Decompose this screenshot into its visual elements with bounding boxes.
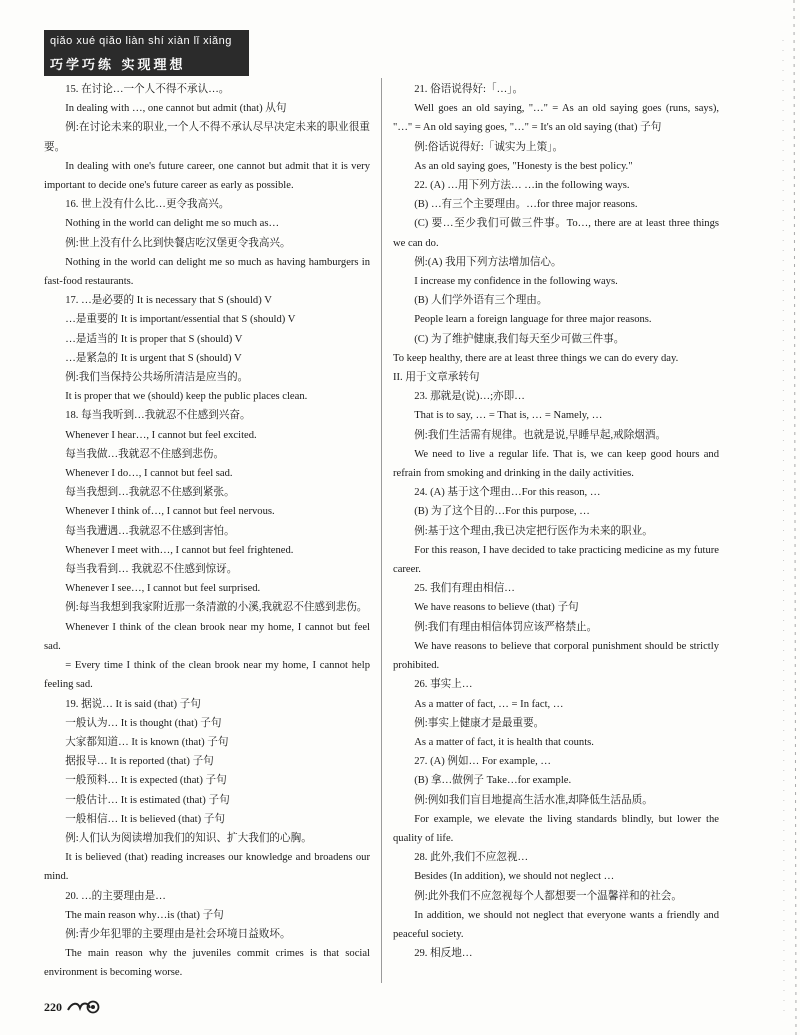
paragraph: Nothing in the world can delight me so much as having hamburgers in fast-food restaurants.: [44, 256, 370, 288]
paragraph: 例:我们有理由相信体罚应该严格禁止。: [414, 621, 598, 633]
paragraph: That is to say, … = That is, … = Namely, …: [414, 410, 603, 422]
paragraph: (B) …有三个主要理由。…for three major reasons.: [414, 199, 638, 211]
paragraph: (C) 为了维护健康,我们每天至少可做三件事。: [414, 333, 625, 345]
paragraph: 据报导… It is reported (that) 子句: [65, 756, 214, 768]
paragraph: 例:(A) 我用下列方法增加信心。: [414, 256, 562, 268]
paragraph: 例:事实上健康才是最重要。: [414, 717, 545, 729]
paragraph: We need to live a regular life. That is, we can keep good hours and refrain from smoking and drinking in the daily activities.: [393, 448, 719, 480]
paragraph: The main reason why the juveniles commit crimes is that social environment is becoming worse.: [44, 948, 370, 979]
paragraph: (C) 要…至少我们可做三件事。To…, there are at least three things we can do.: [393, 218, 719, 249]
paragraph: 每当我想到…我就忍不住感到紧张。: [65, 487, 235, 499]
paragraph: Whenever I meet with…, I cannot but feel frightened.: [65, 544, 294, 556]
publisher-logo-icon: [66, 996, 100, 1016]
scan-edge-marks: [734, 0, 800, 1035]
paragraph: 例:例如我们盲目地提高生活水准,却降低生活品质。: [414, 794, 653, 806]
paragraph: = Every time I think of the clean brook near my home, I cannot help feeling sad.: [44, 660, 370, 691]
paragraph: The main reason why…is (that) 子句: [65, 909, 224, 921]
paragraph: Whenever I hear…, I cannot but feel excited.: [65, 429, 257, 441]
paragraph: 20. …的主要理由是…: [65, 890, 166, 902]
paragraph: We have reasons to believe that corporal punishment should be strictly prohibited.: [393, 640, 719, 672]
paragraph: We have reasons to believe (that) 子句: [414, 602, 579, 614]
paragraph: 例:世上没有什么比到快餐店吃汉堡更令我高兴。: [65, 237, 291, 249]
paragraph: 例:每当我想到我家附近那一条清澈的小溪,我就忍不住感到悲伤。: [65, 602, 368, 614]
paragraph: Whenever I see…, I cannot but feel surprised.: [65, 583, 261, 595]
paragraph: 例:青少年犯罪的主要理由是社会环境日益败坏。: [65, 928, 291, 940]
right-column: [393, 80, 719, 963]
paragraph: 一般相信… It is believed (that) 子句: [65, 813, 225, 825]
paragraph: 21. 俗语说得好:「…」。: [414, 84, 524, 95]
paragraph: 28. 此外,我们不应忽视…: [414, 852, 529, 864]
paragraph: 例:俗话说得好:「诚实为上策」。: [414, 141, 564, 153]
paragraph: 19. 据说… It is said (that) 子句: [65, 698, 201, 710]
paragraph: I increase my confidence in the following ways.: [414, 276, 618, 288]
paragraph: 24. (A) 基于这个理由…For this reason, …: [414, 487, 601, 499]
page-header-banner: [44, 30, 249, 76]
header-pinyin: qiǎo xué qiǎo liàn shí xiàn lǐ xiǎng: [50, 35, 232, 47]
paragraph: 例:在讨论未来的职业,一个人不得不承认尽早决定未来的职业很重要。: [44, 122, 370, 153]
header-title: 巧学巧练 实现理想: [50, 58, 186, 73]
paragraph: To keep healthy, there are at least three things we can do every day.: [393, 352, 679, 364]
paragraph: In dealing with …, one cannot but admit (that) 从句: [65, 103, 287, 115]
paragraph: 例:此外我们不应忽视每个人都想要一个温馨祥和的社会。: [414, 890, 682, 902]
paragraph: …是重要的 It is important/essential that S (should) V: [65, 314, 296, 326]
paragraph: In dealing with one's future career, one cannot but admit that it is very important to decide one's future career as early as possible.: [44, 160, 370, 192]
paragraph: 每当我遭遇…我就忍不住感到害怕。: [65, 525, 235, 537]
paragraph: 23. 那就是(说)…;亦即…: [414, 391, 525, 403]
paragraph: (B) 为了这个目的…For this purpose, …: [414, 506, 590, 518]
paragraph: As an old saying goes, "Honesty is the best policy.": [414, 160, 633, 172]
paragraph: 29. 相反地…: [414, 948, 473, 960]
section-heading: II. 用于文章承转句: [393, 372, 480, 384]
paragraph: 例:人们认为阅读增加我们的知识、扩大我们的心胸。: [65, 832, 312, 844]
paragraph: In addition, we should not neglect that everyone wants a friendly and peaceful society.: [393, 909, 719, 940]
paragraph: 例:我们生活需有规律。也就是说,早睡早起,戒除烟酒。: [414, 429, 667, 441]
paragraph: 一般预料… It is expected (that) 子句: [65, 775, 227, 787]
paragraph: 每当我做…我就忍不住感到悲伤。: [65, 448, 225, 460]
paragraph: People learn a foreign language for three major reasons.: [414, 314, 652, 326]
paragraph: 18. 每当我听到…我就忍不住感到兴奋。: [65, 410, 251, 422]
paragraph: Nothing in the world can delight me so much as…: [65, 218, 280, 230]
paragraph: 15. 在讨论…一个人不得不承认…。: [65, 84, 230, 95]
paragraph: For this reason, I have decided to take practicing medicine as my future career.: [393, 544, 719, 576]
paragraph: 26. 事实上…: [414, 679, 473, 691]
paragraph: As a matter of fact, it is health that counts.: [414, 736, 594, 748]
column-divider: [381, 78, 382, 983]
paragraph: 大家都知道… It is known (that) 子句: [65, 736, 229, 748]
paragraph: It is proper that we (should) keep the public places clean.: [65, 391, 308, 403]
paragraph: 16. 世上没有什么比…更令我高兴。: [65, 199, 230, 211]
paragraph: 17. …是必要的 It is necessary that S (should) V: [65, 295, 272, 307]
page-number: 220: [44, 1000, 62, 1014]
left-column: [44, 80, 370, 983]
paragraph: As a matter of fact, … = In fact, …: [414, 698, 564, 710]
paragraph: Well goes an old saying, "…" = As an old saying goes (runs, says), "…" = An old saying goes, "…" = It's an old saying (that) 子句: [393, 103, 719, 134]
paragraph: (B) 拿…做例子 Take…for example.: [414, 775, 572, 787]
paragraph: 一般认为… It is thought (that) 子句: [65, 717, 222, 729]
paragraph: (B) 人们学外语有三个理由。: [414, 295, 548, 307]
paragraph: 25. 我们有理由相信…: [414, 583, 515, 595]
paragraph: Whenever I think of the clean brook near my home, I cannot but feel sad.: [44, 621, 370, 652]
paragraph: Whenever I do…, I cannot but feel sad.: [65, 468, 233, 480]
paragraph: 22. (A) …用下列方法… …in the following ways.: [414, 180, 630, 192]
paragraph: 27. (A) 例如… For example, …: [414, 756, 552, 768]
paragraph: …是适当的 It is proper that S (should) V: [65, 333, 243, 345]
paragraph: For example, we elevate the living standards blindly, but lower the quality of life.: [393, 813, 719, 844]
paragraph: Besides (In addition), we should not neglect …: [414, 871, 615, 883]
paragraph: 每当我看到… 我就忍不住感到惊讶。: [65, 564, 238, 576]
paragraph: 一般估计… It is estimated (that) 子句: [65, 794, 230, 806]
paragraph: …是紧急的 It is urgent that S (should) V: [65, 352, 242, 364]
paragraph: Whenever I think of…, I cannot but feel nervous.: [65, 506, 275, 518]
paragraph: 例:基于这个理由,我已决定把行医作为未来的职业。: [414, 525, 653, 537]
paragraph: 例:我们当保持公共场所清洁是应当的。: [65, 372, 249, 384]
paragraph: It is believed (that) reading increases our knowledge and broadens our mind.: [44, 852, 370, 883]
